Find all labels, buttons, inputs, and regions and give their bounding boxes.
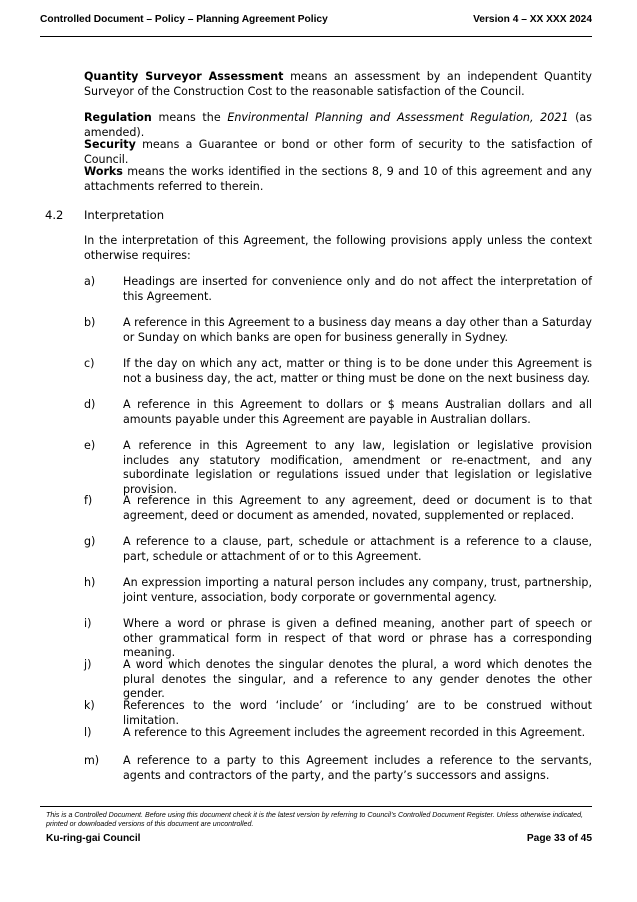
list-item-letter: j) bbox=[84, 658, 92, 671]
list-item bbox=[84, 699, 592, 728]
section-heading bbox=[45, 208, 164, 222]
definition-quantity-surveyor bbox=[84, 70, 592, 99]
list-item-text: References to the word ‘include’ or ‘including’ are to be construed without limitation. bbox=[123, 699, 592, 727]
page-header bbox=[40, 14, 592, 37]
definition-term: Regulation bbox=[84, 111, 152, 124]
definition-text: means the bbox=[151, 111, 228, 124]
list-item-letter: e) bbox=[84, 439, 96, 452]
list-item-text: A reference to a party to this Agreement includes a reference to the servants, agents and contractors of the party, and the party’s successors and assigns. bbox=[123, 754, 592, 782]
definition-term: Security bbox=[84, 138, 136, 151]
list-item-letter: k) bbox=[84, 699, 95, 712]
list-item-letter: l) bbox=[84, 726, 92, 739]
header-title: Controlled Document – Policy – Planning Agreement Policy bbox=[40, 14, 328, 25]
list-item-letter: i) bbox=[84, 617, 92, 630]
list-item-letter: b) bbox=[84, 316, 96, 329]
definition-regulation bbox=[84, 111, 592, 140]
list-item-letter: f) bbox=[84, 494, 93, 507]
list-item-letter: a) bbox=[84, 275, 96, 288]
list-item-letter: m) bbox=[84, 754, 100, 767]
list-item bbox=[84, 726, 592, 741]
definition-italic-text: Environmental Planning and Assessment Regulation, 2021 bbox=[227, 111, 569, 124]
section-number: 4.2 bbox=[45, 208, 64, 222]
list-item-text: Where a word or phrase is given a defined meaning, another part of speech or other grammatical form in respect of that word or phrase has a corresponding meaning. bbox=[123, 617, 592, 659]
list-item-text: A reference in this Agreement to dollars or $ means Australian dollars and all amounts payable under this Agreement are payable in Australian dollars. bbox=[123, 398, 592, 426]
list-item bbox=[84, 617, 592, 661]
list-item bbox=[84, 398, 592, 427]
definition-works bbox=[84, 165, 592, 194]
definition-text: means an assessment by an independent Quantity Surveyor of the Construction Cost to the reasonable satisfaction of the Council. bbox=[84, 70, 592, 98]
definition-text: (as amended). bbox=[84, 111, 592, 139]
list-item bbox=[84, 658, 592, 702]
list-item-text: A reference in this Agreement to a business day means a day other than a Saturday or Sunday on which banks are open for business generally in Sydney. bbox=[123, 316, 592, 344]
list-item bbox=[84, 535, 592, 564]
definition-text: means a Guarantee or bond or other form of security to the satisfaction of Council. bbox=[84, 138, 592, 166]
page-footer bbox=[46, 833, 592, 844]
list-item-text: Headings are inserted for convenience only and do not affect the interpretation of this Agreement. bbox=[123, 275, 592, 303]
list-item-text: A reference in this Agreement to any law, legislation or legislative provision includes any statutory modification, amendment or re-enactment, and any subordinate legislation or regulations issued under that legislation or legislative provision. bbox=[123, 439, 592, 496]
list-item-letter: h) bbox=[84, 576, 96, 589]
list-item-text: A reference to this Agreement includes the agreement recorded in this Agreement. bbox=[123, 726, 586, 739]
list-item bbox=[84, 316, 592, 345]
definition-term: Quantity Surveyor Assessment bbox=[84, 70, 284, 83]
footer-divider bbox=[40, 806, 592, 807]
section-title: Interpretation bbox=[84, 208, 165, 222]
list-item bbox=[84, 576, 592, 605]
section-intro: In the interpretation of this Agreement, the following provisions apply unless the context otherwise requires: bbox=[84, 234, 592, 262]
list-item-text: An expression importing a natural person includes any company, trust, partnership, joint venture, association, body corporate or governmental agency. bbox=[123, 576, 592, 604]
list-item-letter: d) bbox=[84, 398, 96, 411]
definition-term: Works bbox=[84, 165, 123, 178]
list-item-text: A word which denotes the singular denotes the plural, a word which denotes the plural denotes the singular, and a reference to any gender denotes the other gender. bbox=[123, 658, 592, 700]
list-item bbox=[84, 357, 592, 386]
list-item bbox=[84, 439, 592, 497]
page-number: Page 33 of 45 bbox=[526, 833, 592, 844]
list-item-letter: c) bbox=[84, 357, 95, 370]
definition-text: means the works identified in the sections 8, 9 and 10 of this agreement and any attachments referred to therein. bbox=[84, 165, 592, 193]
list-item-text: If the day on which any act, matter or thing is to be done under this Agreement is not a business day, the act, matter or thing must be done on the next business day. bbox=[123, 357, 592, 385]
list-item-text: A reference to a clause, part, schedule or attachment is a reference to a clause, part, schedule or attachment of or to this Agreement. bbox=[123, 535, 592, 563]
list-item bbox=[84, 754, 592, 783]
list-item bbox=[84, 494, 592, 523]
definition-security bbox=[84, 138, 592, 167]
footer-note: This is a Controlled Document. Before using this document check it is the latest version by referring to Council’s Controlled Document Register. Unless otherwise indicated, printed or downloaded versions of this document are uncontrolled. bbox=[46, 811, 584, 828]
list-item bbox=[84, 275, 592, 304]
footer-organisation: Ku-ring-gai Council bbox=[46, 833, 141, 844]
list-item-letter: g) bbox=[84, 535, 96, 548]
list-item-text: A reference in this Agreement to any agreement, deed or document is to that agreement, deed or document as amended, novated, supplemented or replaced. bbox=[123, 494, 592, 522]
header-version: Version 4 – XX XXX 2024 bbox=[473, 14, 592, 25]
